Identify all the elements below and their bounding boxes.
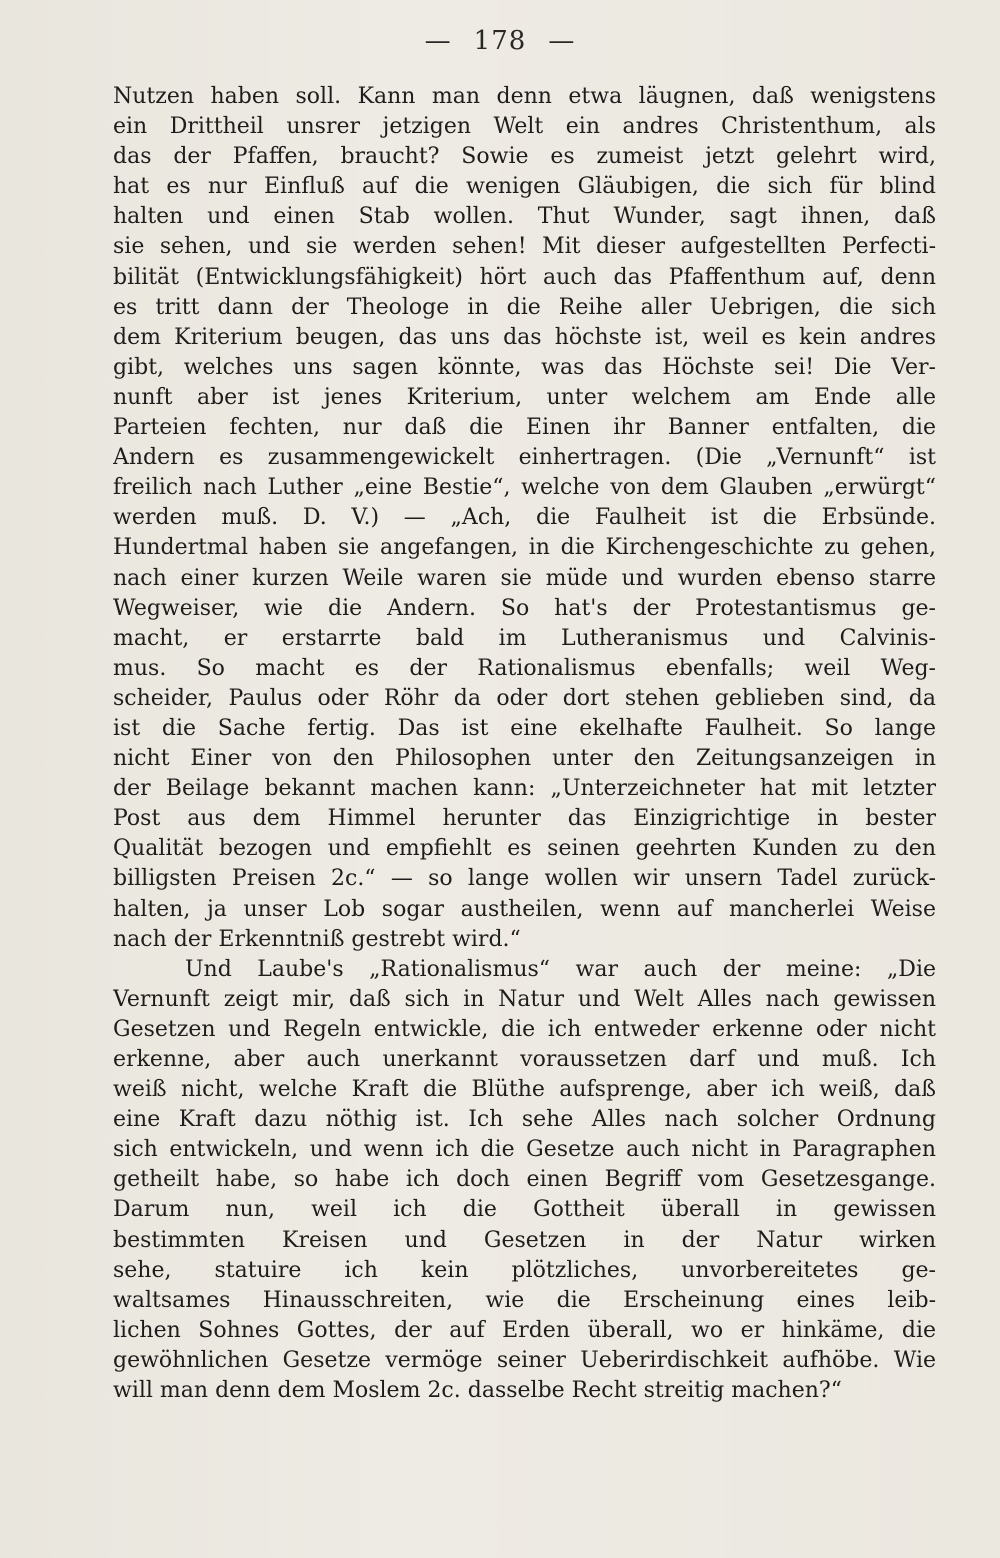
text-line: halten, ja unser Lob sogar austheilen, wenn auf mancherlei Weise	[113, 896, 936, 922]
text-line: nicht Einer von den Philosophen unter den Zeitungsanzeigen in	[113, 746, 936, 772]
text-line: scheider, Paulus oder Röhr da oder dort stehen geblieben sind, da	[113, 685, 936, 711]
text-line: Qualität bezogen und empfiehlt es seinen geehrten Kunden zu den	[113, 836, 936, 862]
header-dash-right: —	[548, 26, 576, 56]
text-line: gibt, welches uns sagen könnte, was das Höchste sei! Die Ver-	[113, 354, 936, 380]
text-line: das der Pfaffen, braucht? Sowie es zumeist jetzt gelehrt wird,	[113, 144, 936, 170]
text-line: Hundertmal haben sie angefangen, in die Kirchengeschichte zu gehen,	[113, 535, 936, 561]
header-dash-left: —	[424, 26, 452, 56]
text-line: ein Drittheil unsrer jetzigen Welt ein andres Christenthum, als	[113, 114, 936, 140]
text-line: nach einer kurzen Weile waren sie müde und wurden ebenso starre	[113, 565, 936, 591]
paragraph	[113, 82, 936, 955]
text-line: Und Laube's „Rationalismus“ war auch der meine: „Die	[185, 956, 936, 982]
text-line: hat es nur Einfluß auf die wenigen Gläubigen, die sich für blind	[113, 174, 936, 200]
text-line: der Beilage bekannt machen kann: „Unterzeichneter hat mit letzter	[113, 776, 936, 802]
page-header	[0, 26, 1000, 56]
text-line: Nutzen haben soll. Kann man denn etwa läugnen, daß wenigstens	[113, 84, 936, 109]
text-line: nach der Erkenntniß gestrebt wird.“	[113, 926, 521, 952]
text-line: Post aus dem Himmel herunter das Einzigrichtige in bester	[113, 806, 936, 832]
text-line: sie sehen, und sie werden sehen! Mit dieser aufgestellten Perfecti-	[113, 234, 936, 260]
text-line: sich entwickeln, und wenn ich die Gesetze auch nicht in Paragraphen	[113, 1137, 936, 1163]
text-line: lichen Sohnes Gottes, der auf Erden überall, wo er hinkäme, die	[113, 1317, 936, 1343]
text-line: mus. So macht es der Rationalismus ebenfalls; weil Weg-	[113, 655, 936, 681]
text-line: waltsames Hinausschreiten, wie die Erscheinung eines leib-	[113, 1287, 936, 1313]
text-line: will man denn dem Moslem 2c. dasselbe Recht streitig machen?“	[113, 1378, 842, 1404]
text-line: erkenne, aber auch unerkannt voraussetzen darf und muß. Ich	[113, 1047, 936, 1072]
page-number: 178	[473, 26, 527, 56]
text-line: sehe, statuire ich kein plötzliches, unvorbereitetes ge-	[113, 1257, 936, 1283]
text-line: Wegweiser, wie die Andern. So hat's der Protestantismus ge-	[113, 595, 936, 621]
text-line: Gesetzen und Regeln entwickle, die ich entweder erkenne oder nicht	[113, 1016, 936, 1042]
text-line: Vernunft zeigt mir, daß sich in Natur und Welt Alles nach gewissen	[113, 986, 936, 1012]
paragraph	[113, 955, 936, 1406]
text-line: eine Kraft dazu nöthig ist. Ich sehe Alles nach solcher Ordnung	[113, 1107, 936, 1133]
text-line: weiß nicht, welche Kraft die Blüthe aufsprenge, aber ich weiß, daß	[113, 1077, 936, 1103]
text-line: bilität (Entwicklungsfähigkeit) hört auch das Pfaffenthum auf, denn	[113, 264, 936, 290]
text-line: Darum nun, weil ich die Gottheit überall in gewissen	[113, 1197, 936, 1223]
text-line: Parteien fechten, nur daß die Einen ihr Banner entfalten, die	[113, 415, 936, 441]
text-line: halten und einen Stab wollen. Thut Wunder, sagt ihnen, daß	[113, 204, 936, 230]
text-line: freilich nach Luther „eine Bestie“, welche von dem Glauben „erwürgt“	[113, 475, 936, 501]
text-line: nunft aber ist jenes Kriterium, unter welchem am Ende alle	[113, 384, 936, 410]
text-line: getheilt habe, so habe ich doch einen Begriff vom Gesetzesgange.	[113, 1167, 936, 1193]
text-line: dem Kriterium beugen, das uns das höchste ist, weil es kein andres	[113, 324, 936, 350]
text-line: Andern es zusammengewickelt einhertragen. (Die „Vernunft“ ist	[113, 445, 936, 471]
text-line: ist die Sache fertig. Das ist eine ekelhafte Faulheit. So lange	[113, 715, 936, 741]
body-text	[113, 82, 936, 1406]
text-line: macht, er erstarrte bald im Lutheranismus und Calvinis-	[113, 625, 936, 651]
text-line: werden muß. D. V.) — „Ach, die Faulheit ist die Erbsünde.	[113, 505, 936, 531]
text-line: bestimmten Kreisen und Gesetzen in der Natur wirken	[113, 1227, 936, 1253]
text-line: es tritt dann der Theologe in die Reihe aller Uebrigen, die sich	[113, 294, 936, 320]
text-line: billigsten Preisen 2c.“ — so lange wollen wir unsern Tadel zurück-	[113, 866, 936, 892]
text-line: gewöhnlichen Gesetze vermöge seiner Ueberirdischkeit aufhöbe. Wie	[113, 1347, 936, 1373]
